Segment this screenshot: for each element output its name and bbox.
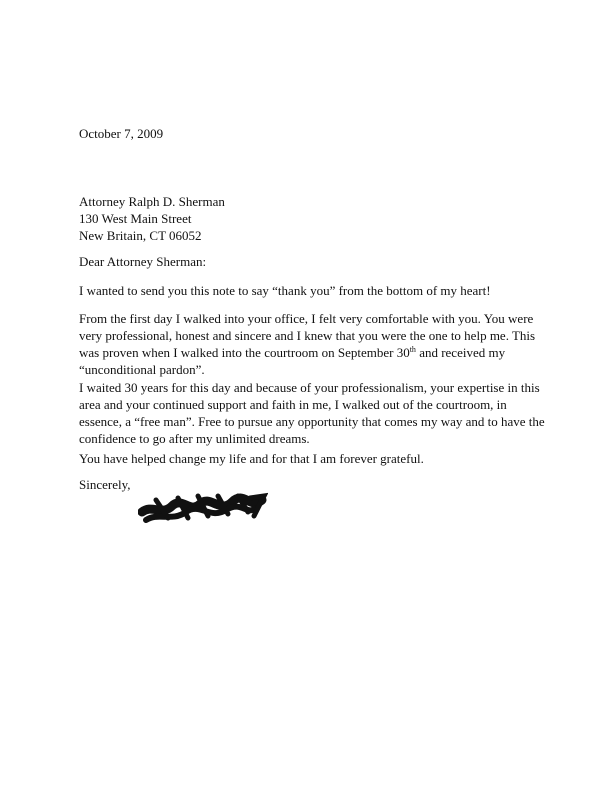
recipient-name: Attorney Ralph D. Sherman (79, 194, 225, 209)
closing-sincerely: Sincerely, (79, 477, 131, 492)
paragraph-first-day-text: From the first day I walked into your office, I felt very comfortable with you. You were very professional, honest and sincere and I knew that you were the one to help me. This was proven when I walked into the courtroom on September 30 (79, 311, 536, 360)
recipient-city-state-zip: New Britain, CT 06052 (79, 228, 202, 243)
paragraph-first-day (79, 310, 549, 378)
paragraph-first-day-end: and received my “unconditional pardon”. (79, 345, 506, 377)
paragraph-thirty-years: I waited 30 years for this day and because of your professionalism, your expertise in this area and your continued support and faith in me, I walked out of the courtroom, in essence, a “free man”. Free to pursue any opportunity that comes my way and to have the confidence to go after my unlimited dreams. (79, 380, 545, 446)
paragraph-thank-you: I wanted to send you this note to say “thank you” from the bottom of my heart! (79, 283, 491, 298)
redacted-signature-icon (138, 490, 268, 526)
paragraph-grateful: You have helped change my life and for that I am forever grateful. (79, 451, 424, 466)
recipient-street: 130 West Main Street (79, 211, 192, 226)
ordinal-suffix: th (409, 345, 416, 354)
salutation: Dear Attorney Sherman: (79, 254, 207, 269)
letter-date: October 7, 2009 (79, 126, 164, 141)
